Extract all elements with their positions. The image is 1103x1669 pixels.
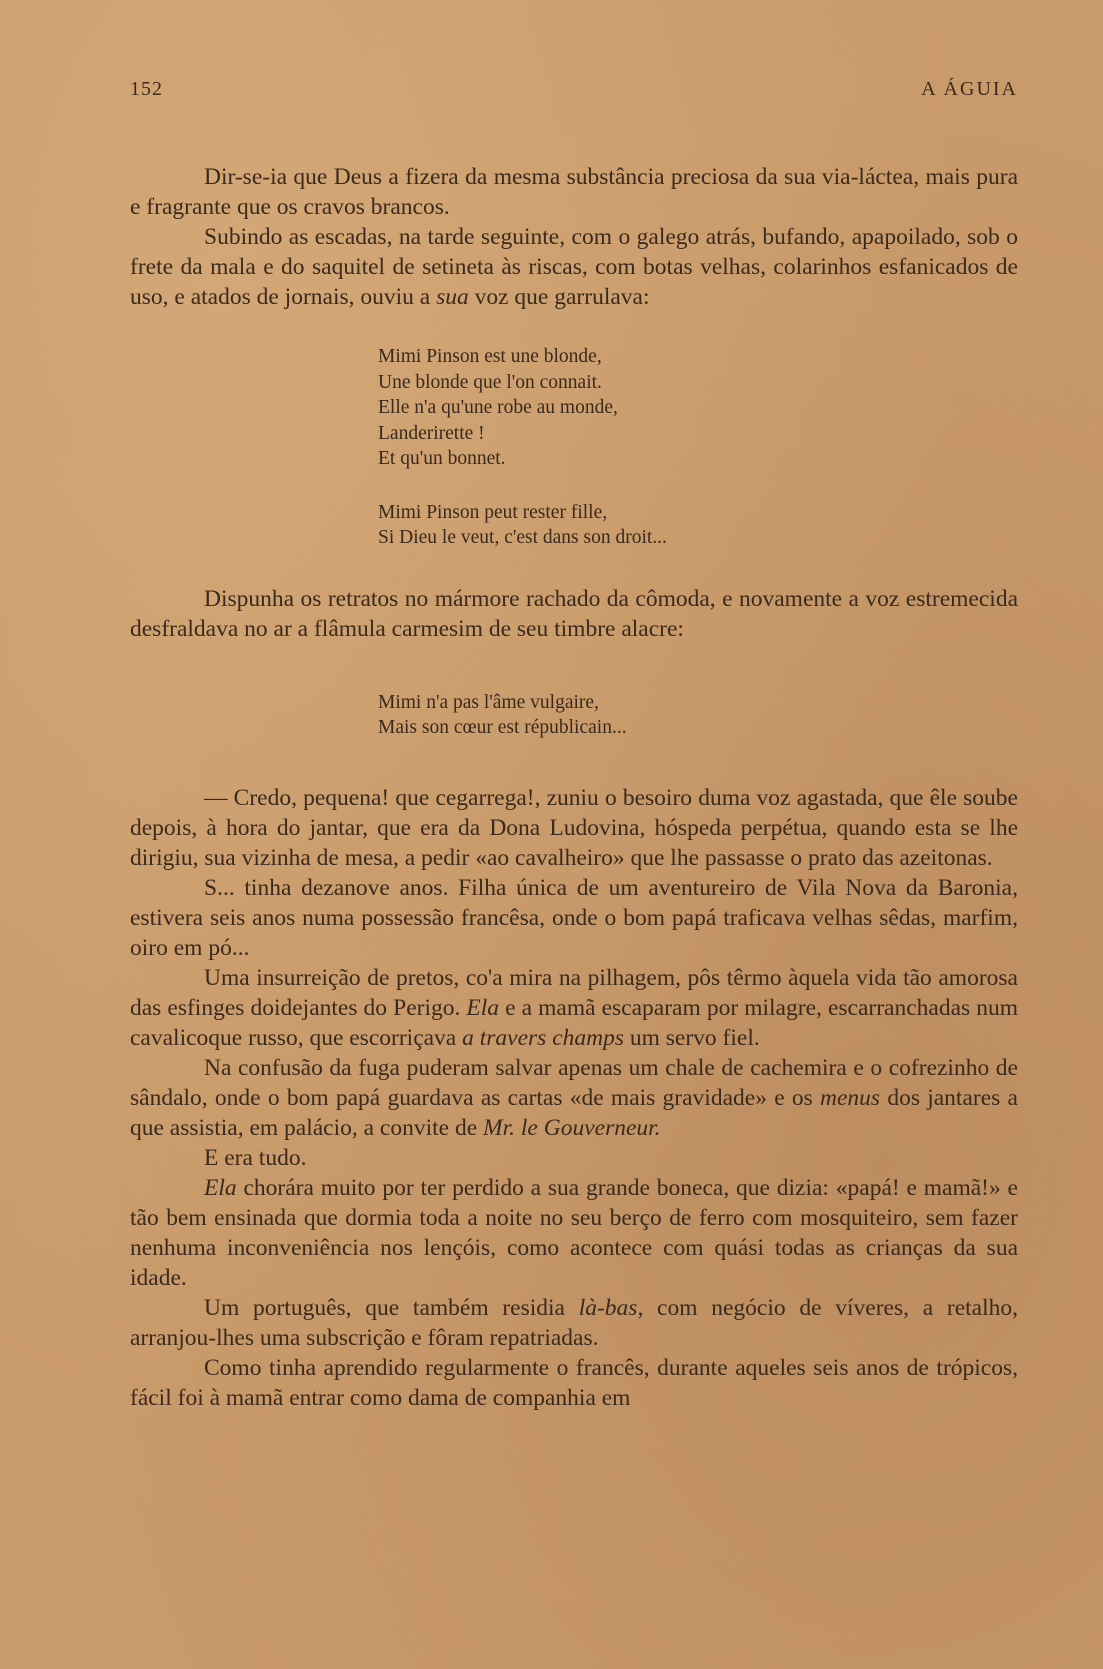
verse-line: Si Dieu le veut, c'est dans son droit... [378, 527, 667, 548]
verse-line: Landerirette ! [378, 422, 485, 444]
paragraph: Subindo as escadas, na tarde seguinte, com o galego atrás, bufando, apapoilado, sob o frete da mala e do saquitel de setineta às riscas, com botas velhas, colarinhos esfanicados de uso, e atados de jornais, ouviu a sua voz que garrulava: [130, 224, 1018, 310]
paragraph: Uma insurreição de pretos, co'a mira na pilhagem, pôs têrmo àquela vida tão amorosa das esfinges doidejantes do Perigo. Ela e a mamã escaparam por milagre, escarranchadas num cavalicoque russo, que escorriçava a travers champs um servo fiel. [130, 964, 1018, 1051]
page-header [130, 78, 1018, 108]
verse-line: Mais son cœur est républicain... [378, 717, 627, 738]
verse-line: Mimi n'a pas l'âme vulgaire, [378, 691, 599, 713]
paragraph: — Credo, pequena! que cegarrega!, zuniu o besoiro duma voz agastada, que êle soube depois, à hora do jantar, que era da Dona Ludovina, hóspeda perpétua, quando esta se lhe dirigiu, sua vizinha de mesa, a pedir «ao cavalheiro» que lhe passasse o prato das azeitonas. [130, 784, 1018, 871]
verse-stanza [378, 344, 1018, 472]
paragraph: Ela chorára muito por ter perdido a sua grande boneca, que dizia: «papá! e mamã!» e tão bem ensinada que dormia toda a noite no seu berço de ferro com mosquiteiro, sem fazer nenhuma inconveniência nos lençóis, como acontece com quási todas as crianças da sua idade. [130, 1174, 1018, 1291]
paragraph: Dispunha os retratos no mármore rachado da cômoda, e novamente a voz estremecida desfraldava no ar a flâmula carmesim de seu timbre alacre: [130, 585, 1018, 642]
verse-line: Mimi Pinson est une blonde, [378, 346, 602, 367]
verse-line: Elle n'a qu'une robe au monde, [378, 397, 618, 418]
paragraph: Na confusão da fuga puderam salvar apenas um chale de cachemira e o cofrezinho de sândalo, onde o bom papá guardava as cartas «de mais gravidade» e os menus dos jantares a que assistia, em palácio, a convite de Mr. le Gouverneur. [130, 1054, 1018, 1141]
page-number: 152 [130, 78, 163, 100]
verse-stanza [378, 500, 1018, 551]
paragraph: Como tinha aprendido regularmente o francês, durante aqueles seis anos de trópicos, fácil foi à mamã entrar como dama de companhia em [130, 1354, 1018, 1411]
verse-line: Et qu'un bonnet. [378, 448, 506, 469]
verse-line: Mimi Pinson peut rester fille, [378, 501, 608, 523]
running-title: A ÁGUIA [921, 78, 1018, 100]
paragraph: Dir-se-ia que Deus a fizera da mesma substância preciosa da sua via-láctea, mais pura e fragrante que os cravos brancos. [130, 164, 1018, 220]
body-text [130, 162, 1018, 1413]
paragraph: Um português, que também residia là-bas, com negócio de víveres, a retalho, arranjou-lhes uma subscrição e fôram repatriadas. [130, 1294, 1018, 1351]
verse-line: Une blonde que l'on connait. [378, 371, 602, 393]
verse-stanza [378, 690, 1018, 741]
paragraph: S... tinha dezanove anos. Filha única de um aventureiro de Vila Nova da Baronia, estivera seis anos numa possessão francêsa, onde o bom papá traficava velhas sêdas, marfim, oiro em pó... [130, 874, 1018, 961]
paragraph: E era tudo. [204, 1144, 307, 1171]
